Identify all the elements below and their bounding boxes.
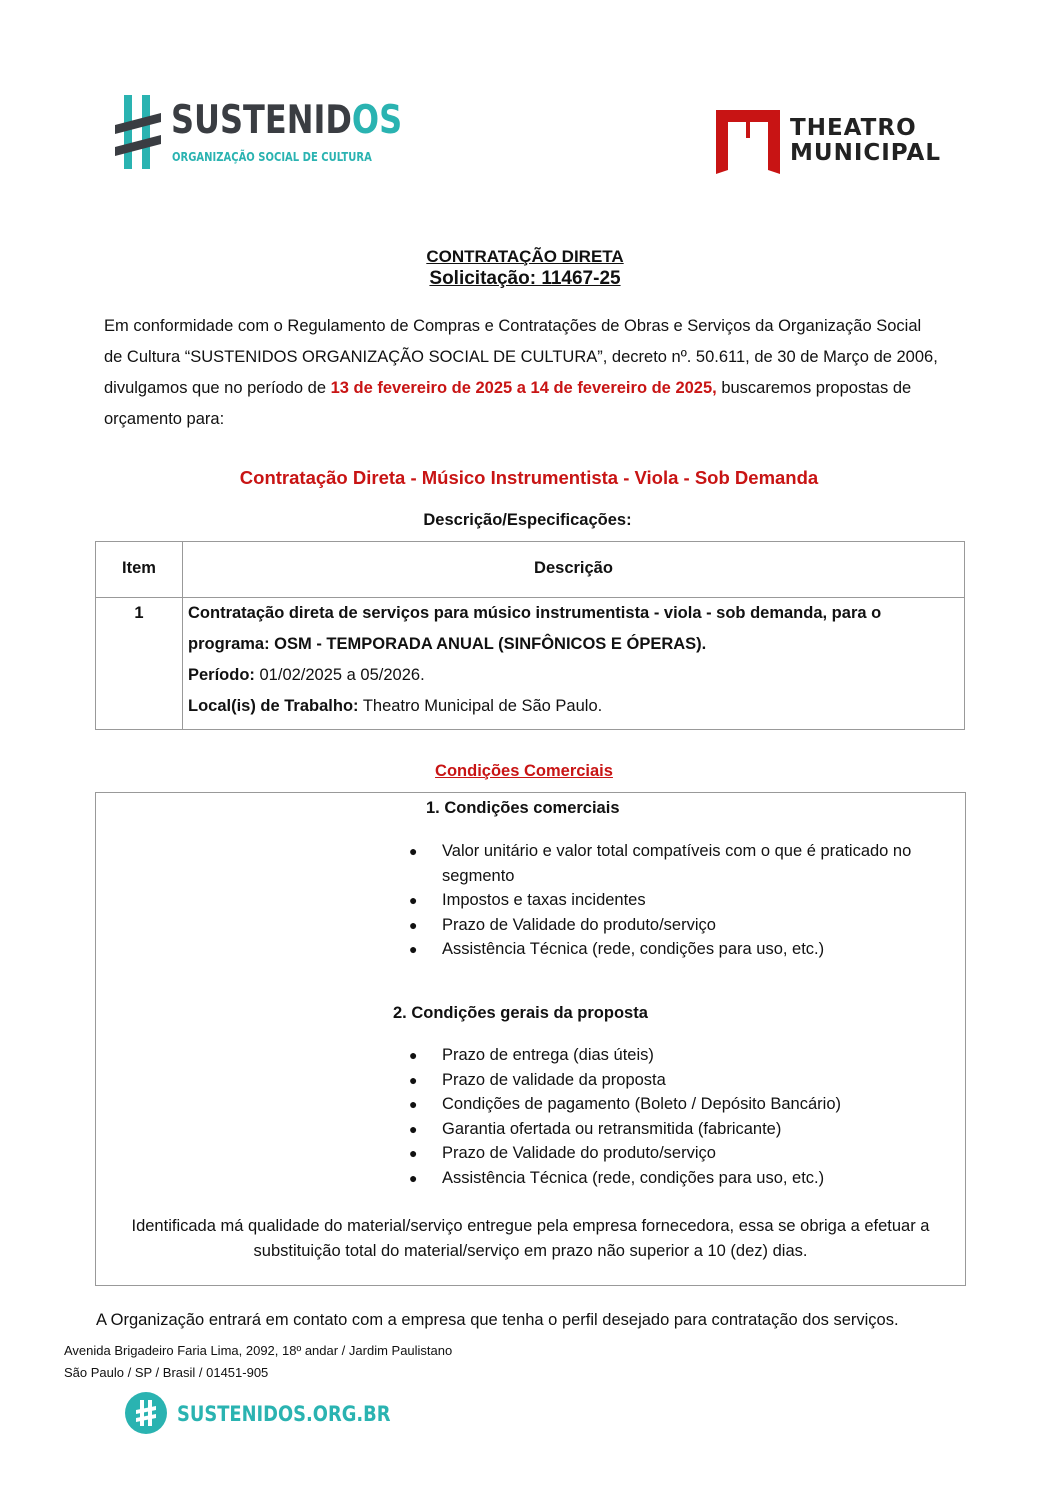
section2-list xyxy=(96,1043,956,1190)
sustenidos-name: SUSTENIDOS xyxy=(171,98,403,143)
website-link[interactable]: SUSTENIDOS.ORG.BR xyxy=(177,1402,391,1426)
bullet-icon: ● xyxy=(409,1145,418,1161)
bullet-icon: ● xyxy=(409,843,418,859)
footer-website[interactable] xyxy=(125,1392,395,1434)
bullet-icon: ● xyxy=(409,1169,418,1186)
address-line-2: São Paulo / SP / Brasil / 01451-905 xyxy=(64,1365,269,1380)
section2-heading: 2. Condições gerais da proposta xyxy=(393,1004,648,1022)
bullet-icon: ● xyxy=(409,941,418,957)
bullet-icon: ● xyxy=(409,916,418,933)
spec-table xyxy=(95,541,965,730)
document-title: CONTRATAÇÃO DIRETA xyxy=(426,247,624,266)
sustenidos-logo xyxy=(115,95,403,173)
period-highlight: 13 de fevereiro de 2025 a 14 de fevereiro de 2025, xyxy=(330,379,717,397)
subject-heading: Contratação Direta - Músico Instrumentista - Viola - Sob Demanda xyxy=(239,467,819,488)
bullet-icon: ● xyxy=(409,1120,418,1137)
request-number: Solicitação: 11467-25 xyxy=(429,268,621,289)
theatre-arch-icon xyxy=(716,108,780,174)
hash-icon xyxy=(125,1392,167,1434)
bullet-icon: ● xyxy=(409,1071,418,1088)
section1-list xyxy=(96,839,956,962)
row-item-number: 1 xyxy=(134,604,144,622)
sustenidos-subtitle: ORGANIZAÇÃO SOCIAL DE CULTURA xyxy=(172,149,372,164)
quality-note: Identificada má qualidade do material/serviço entregue pela empresa fornecedora, essa se obriga a efetuar a substituição total do material/serviço em prazo não superior a 10 (dez) dias. xyxy=(131,1217,930,1260)
commercial-conditions-box xyxy=(95,792,966,1286)
list-item: ● Condições de pagamento (Boleto / Depósito Bancário) xyxy=(96,1092,956,1117)
bullet-icon: ● xyxy=(409,1096,418,1112)
list-item: ● Prazo de validade da proposta xyxy=(96,1068,956,1093)
theatro-municipal-logo xyxy=(716,108,956,174)
theatro-municipal-name: THEATRO MUNICIPAL xyxy=(790,115,942,166)
list-item: ● Valor unitário e valor total compatíveis com o que é praticado no segmento xyxy=(96,839,956,888)
commercial-conditions-title: Condições Comerciais xyxy=(435,762,613,780)
row-description: Contratação direta de serviços para músico instrumentista - viola - sob demanda, para o programa: OSM - TEMPORADA ANUAL (SINFÔNICOS E ÓPERAS). Período: 01/02/2025 a 05/2026. Local(is) de Trabalho: Theatro Municipal de São Paulo. xyxy=(188,604,882,715)
list-item: ● Impostos e taxas incidentes xyxy=(96,888,956,913)
description-heading: Descrição/Especificações: xyxy=(423,511,632,529)
header-description: Descrição xyxy=(534,559,613,577)
intro-paragraph: Em conformidade com o Regulamento de Compras e Contratações de Obras e Serviços da Organização Social de Cultura “SUSTENIDOS ORGANIZAÇÃO SOCIAL DE CULTURA”, decreto nº. 50.611, de 30 de Março de 2006, divulgamos que no período de 13 de fevereiro de 2025 a 14 de fevereiro de 2025, buscaremos propostas de orçamento para: xyxy=(104,317,938,428)
closing-statement: A Organização entrará em contato com a empresa que tenha o perfil desejado para contratação dos serviços. xyxy=(96,1311,899,1329)
list-item: ● Assistência Técnica (rede, condições para uso, etc.) xyxy=(96,937,956,962)
bullet-icon: ● xyxy=(409,1047,418,1063)
list-item: ● Assistência Técnica (rede, condições para uso, etc.) xyxy=(96,1166,956,1191)
list-item: ● Prazo de Validade do produto/serviço xyxy=(96,913,956,938)
list-item: ● Prazo de Validade do produto/serviço xyxy=(96,1141,956,1166)
bullet-icon: ● xyxy=(409,892,418,908)
section1-heading: 1. Condições comerciais xyxy=(426,799,620,817)
hash-icon xyxy=(115,95,161,169)
list-item: ● Garantia ofertada ou retransmitida (fabricante) xyxy=(96,1117,956,1142)
list-item: ● Prazo de entrega (dias úteis) xyxy=(96,1043,956,1068)
address-line-1: Avenida Brigadeiro Faria Lima, 2092, 18º andar / Jardim Paulistano xyxy=(64,1343,453,1358)
header-item: Item xyxy=(122,559,156,577)
